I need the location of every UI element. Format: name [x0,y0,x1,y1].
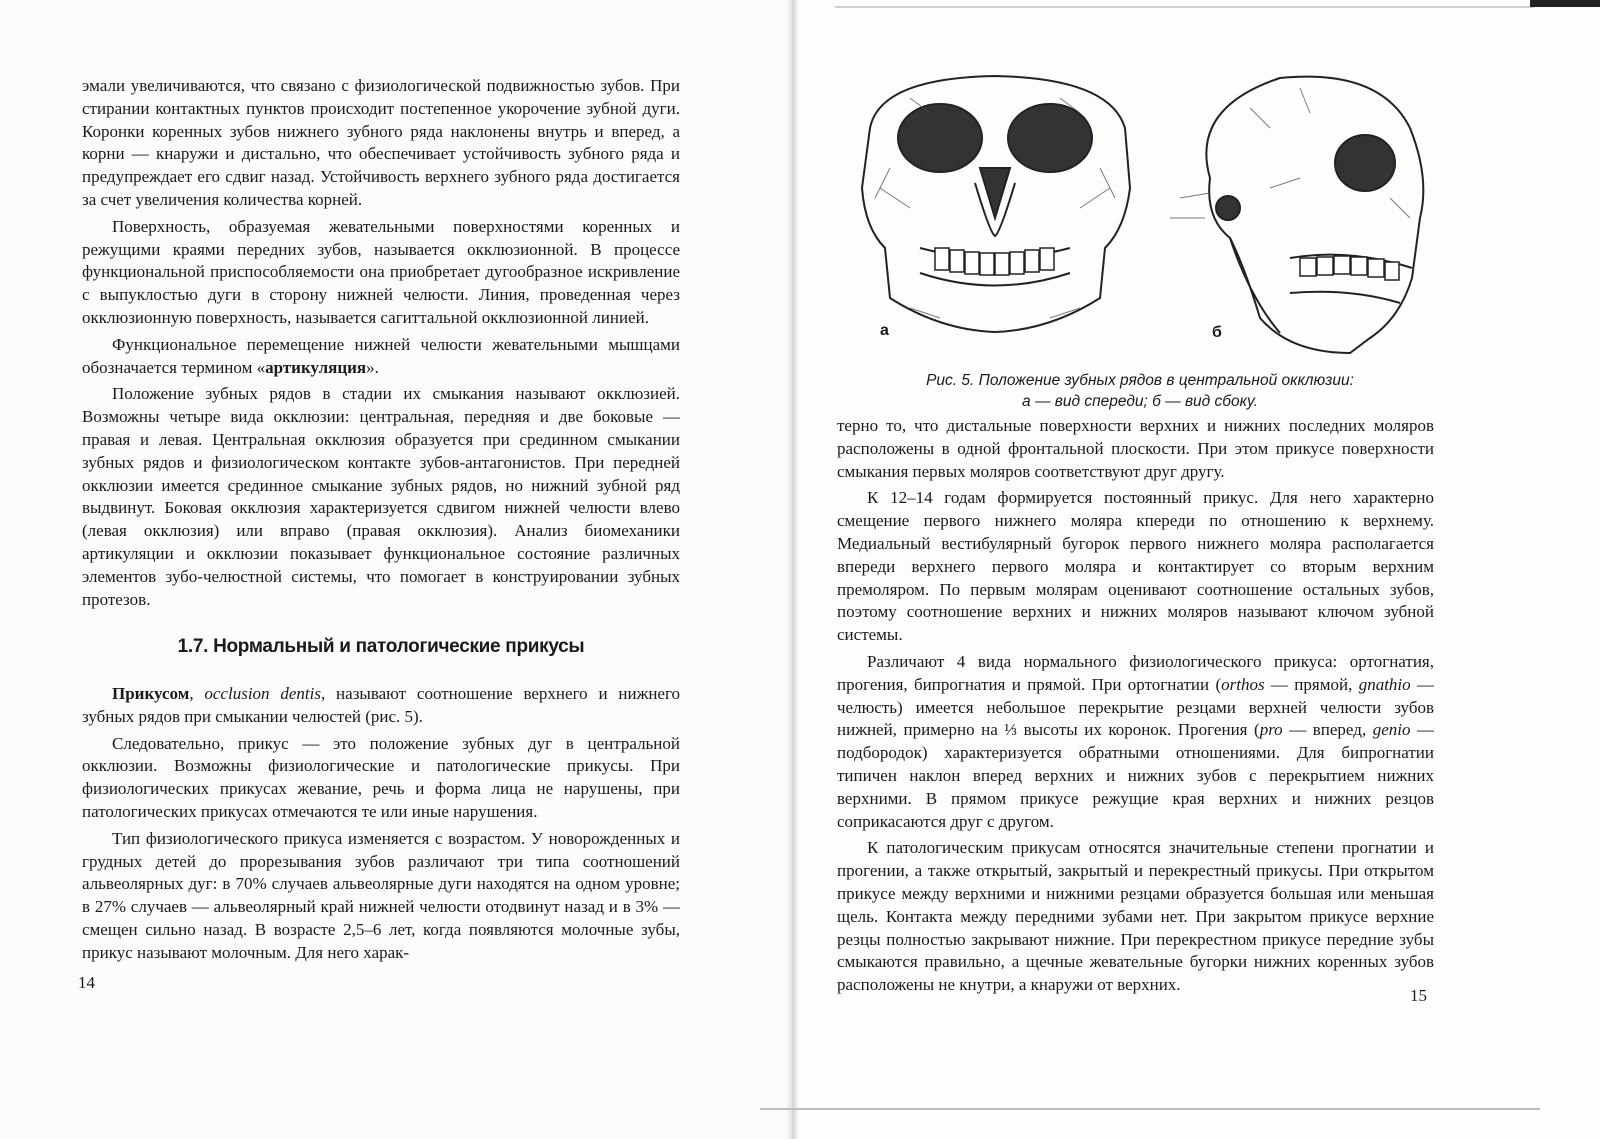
italic-term: genio [1372,720,1411,740]
text-run: , называют соотношение верхнего и нижнего зубных рядов при смыкании челюстей (рис. 5). [82,684,681,726]
page-top-edge [835,6,1535,8]
left-page-text-bottom [82,683,680,965]
text-run: Следовательно, прикус — это положение зубных дуг в центральной окклюзии. Возможны физиологические и патологические прикусы. При физиологических прикусах жевание, речь и форма лица не нарушены, при патологических прикусах отмечаются те или иные нарушения. [82,733,680,821]
figure-caption-line-1: Рис. 5. Положение зубных рядов в центральной окклюзии: [926,372,1354,389]
italic-term: gnathio [1358,674,1411,694]
scan-corner-shadow [1530,0,1600,18]
bold-term: Прикусом [112,684,190,703]
text-run: терно то, что дистальные поверхности верхних и нижних последних моляров расположены в одной фронтальной плоскости. При этом прикусе поверхности смыкания первых моляров соответствуют друг другу. [837,416,1434,481]
page-number-left: 14 [78,973,95,992]
text-run: Функциональное перемещение нижней челюсти жевательными мышцами обозначается термином « [82,334,680,377]
book-gutter [785,0,799,1139]
text-run: К 12–14 годам формируется постоянный прикус. Для него характерно смещение первого нижнего моляра кпереди по отношению к верхнему. Медиальный вестибулярный бугорок первого нижнего моляра располагается впереди верхнего первого моляра и контактирует со вторым верхним премоляром. По первым молярам оценивают соотношение остальных зубов, поэтому соотношение верхних и нижних моляров называют ключом зубной системы. [837,488,1434,645]
text-run: ». [366,357,379,377]
paragraph [82,334,680,380]
text-run: — вперед, [1282,720,1373,740]
italic-term: pro [1259,720,1283,740]
text-run: Тип физиологического прикуса изменяется с возрастом. У новорожденных и грудных детей до прорезывания зубов различают три типа соотношений альвеолярных дуг: в 70% случаев альвеолярные дуги находятся на одном уровне; в 27% случаев — альвеолярный край нижней челюсти отодвинут назад и в 3% — смещен сильно назад. В возрасте 2,5–6 лет, когда появляются молочные зубы, прикус называют молочным. Для него харак- [82,828,680,962]
italic-term: occlusion dentis [204,684,321,703]
text-run: Положение зубных рядов в стадии их смыкания называют окклюзией. Возможны четыре вида окклюзии: центральная, передняя и две боковые — правая и левая. Центральная окклюзия образуется при срединном смыкании зубных рядов и физиологическом контакте зубов-антагонистов. При передней окклюзии имеется срединное смыкание зубных рядов, но нижний зубной ряд выдвинут. Боковая окклюзия характеризуется сдвигом нижней челюсти влево (левая окклюзия) или вправо (правая окклюзия). Анализ биомеханики артикуляции и окклюзии показывает функциональное состояние различных элементов зубо-челюстной системы, что помогает в конструировании зубных протезов. [82,384,680,609]
page-number-right: 15 [1410,986,1427,1005]
paragraph [837,487,1434,647]
text-run: — прямой, [1264,674,1359,694]
figure-caption [880,370,1400,412]
paragraph [82,733,680,824]
right-page-text [837,415,1434,997]
skull-front-view-illustration [850,68,1140,338]
figure-caption-line-2: а — вид спереди; б — вид сбоку. [1022,393,1258,410]
section-heading: 1.7. Нормальный и патологические прикусы [177,636,585,657]
text-run: — челюсть) имеется небольшое перекрытие резцами верхней челюсти зубов нижней, примерно на ⅓ высоты их коронок. Прогения ( [837,674,1434,740]
text-run: К патологическим прикусам относятся значительные степени прогнатии и прогении, а также открытый, закрытый и перекрестный прикусы. При открытом прикусе между верхними и нижними резцами образуется большая или меньшая щель. Контакта между передними зубами нет. При закрытом прикусе верхние резцы полностью закрывают нижние. При перекрестном прикусе передние зубы смыкаются правильно, а щечные жевательные бугорки нижних коренных зубов расположены не кнутри, а кнаружи от верхних. [837,838,1434,995]
text-run: эмали увеличиваются, что связано с физиологической подвижностью зубов. При стирании контактных пунктов происходит постепенное укорочение зубной дуги. Коронки коренных зубов нижнего зубного ряда наклонены внутрь и вперед, а корни — кнаружи и дистально, что обеспечивает устойчивость зубного ряда и предупреждает его сдвиг назад. Устойчивость верхнего зубного ряда достигается за счет увеличения количества корней. [82,76,680,209]
text-run: , [189,684,205,703]
skull-side-view-illustration [1150,68,1435,358]
paragraph [837,651,1434,833]
figure-label-b: б [1212,324,1222,341]
left-page-text-top [82,75,680,611]
text-run: Поверхность, образуемая жевательными поверхностями коренных и режущими краями передних зубов, называется окклюзионной. В процессе функциональной приспособляемости она приобретает дугообразное искривление с выпуклостью дуги в сторону нижней челюсти. Линия, проведенная через окклюзионную поверхность, называется сагиттальной окклюзионной линией. [82,216,680,327]
paragraph [82,75,680,212]
paragraph [82,216,680,330]
paragraph [837,837,1434,997]
text-run: Различают 4 вида нормального физиологического прикуса: ортогнатия, прогения, бипрогнатия и прямой. При ортогнатии ( [837,651,1434,694]
figure-skulls [850,68,1430,368]
text-run: — подбородок) характеризуется обратными отношениями. Для бипрогнатии типичен наклон вперед верхних и нижних зубов с перекрытием нижних верхними. В прямом прикусе режущие края верхних и нижних резцов соприкасаются друг с другом. [837,720,1435,831]
figure-label-a: а [880,322,889,339]
scan-bottom-edge [760,1108,1540,1110]
paragraph [837,415,1434,483]
italic-term: orthos [1221,674,1265,694]
paragraph [82,383,680,611]
paragraph [82,828,680,965]
paragraph [82,683,680,729]
bold-term: артикуляция [265,357,367,377]
